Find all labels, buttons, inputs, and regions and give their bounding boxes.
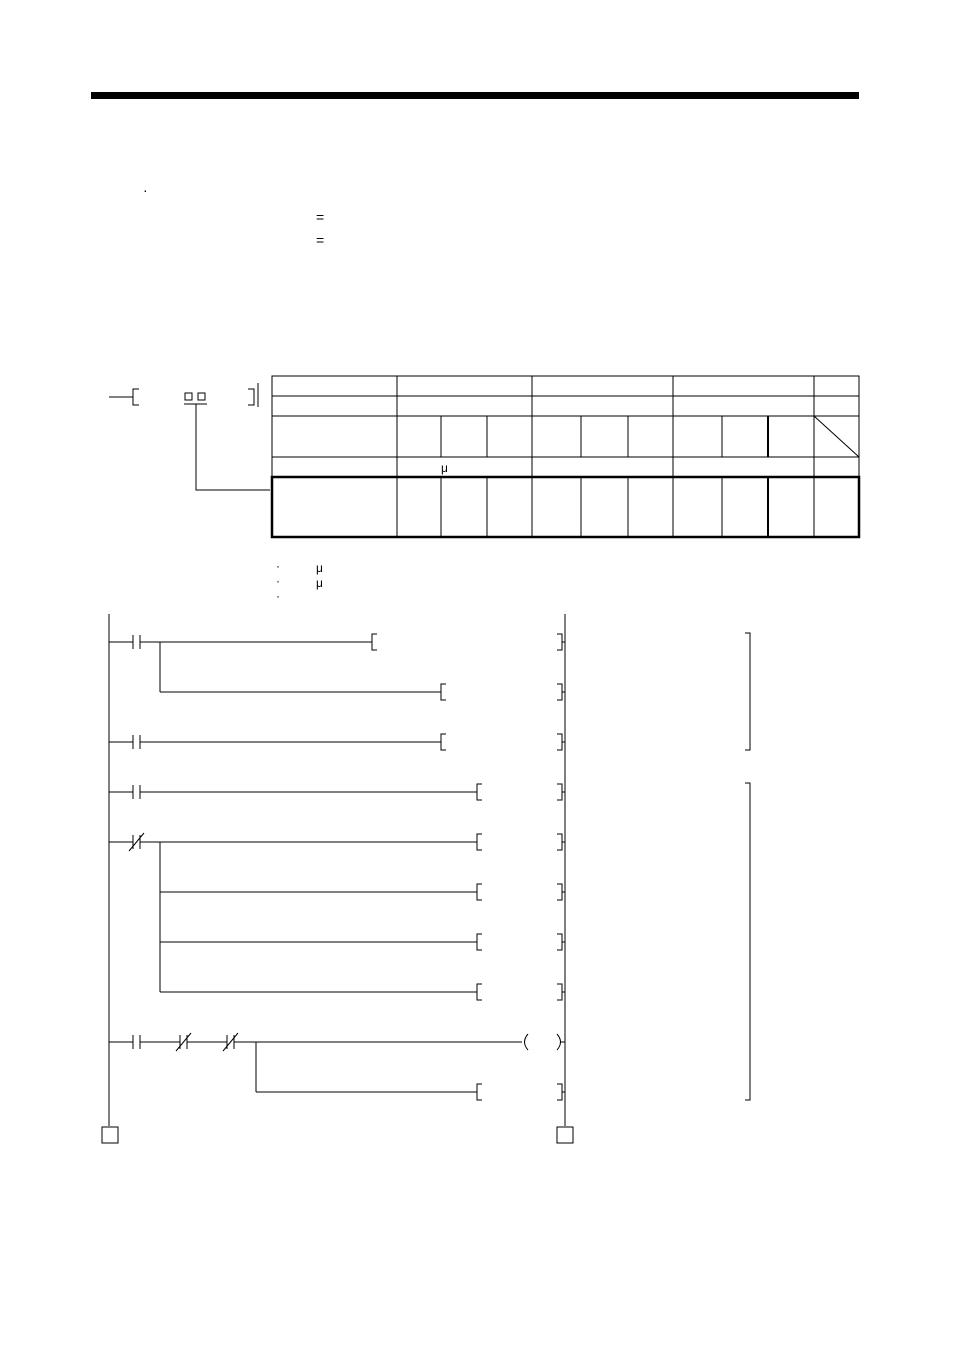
equals-sign-1: = — [316, 209, 325, 225]
note-bullet-1: · — [276, 559, 280, 573]
intro-bullet: · — [143, 182, 148, 198]
equals-sign-2: = — [316, 232, 325, 248]
rung-2 — [109, 734, 565, 750]
parameter-table — [272, 376, 859, 537]
operand-box-2 — [198, 393, 205, 400]
rung-5 — [109, 1033, 565, 1100]
header-rule — [91, 92, 859, 99]
ladder-diagram — [102, 614, 750, 1143]
rung-1 — [109, 634, 565, 700]
highlighted-row — [272, 477, 859, 537]
output-coil-left — [525, 1034, 529, 1050]
output-coil-right — [557, 1034, 561, 1050]
group-bracket-2 — [745, 783, 750, 1100]
rung-3 — [109, 784, 565, 800]
right-rail-terminal — [557, 1127, 573, 1143]
operand-box-1 — [185, 393, 192, 400]
rung-4 — [109, 833, 565, 1000]
left-rail-terminal — [102, 1127, 118, 1143]
leader-line — [196, 404, 270, 490]
instruction-symbol — [109, 383, 270, 490]
note-mu-2: μ — [316, 576, 323, 590]
note-bullet-2: · — [276, 574, 280, 588]
group-bracket-1 — [745, 633, 750, 750]
table-mu-symbol: μ — [441, 461, 448, 475]
note-bullet-3: · — [276, 589, 280, 603]
note-mu-1: μ — [316, 561, 323, 575]
